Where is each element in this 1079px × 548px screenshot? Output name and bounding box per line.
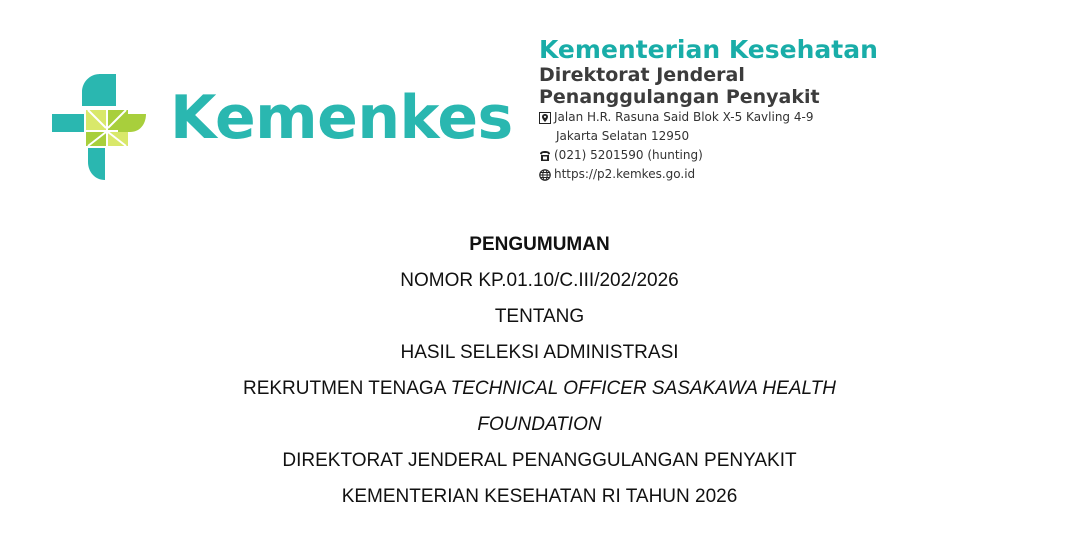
kemenkes-logo-icon bbox=[48, 70, 150, 184]
address-line-2: Jakarta Selatan 12950 bbox=[556, 129, 690, 143]
location-pin-icon bbox=[539, 112, 551, 124]
announcement-heading: PENGUMUMAN bbox=[469, 234, 610, 255]
phone-number: (021) 5201590 (hunting) bbox=[554, 148, 703, 162]
phone-line bbox=[539, 146, 878, 165]
recruitment-plain: REKRUTMEN TENAGA bbox=[242, 378, 451, 399]
recruitment-italic: TECHNICAL OFFICER SASAKAWA HEALTH bbox=[450, 378, 836, 399]
announcement-subject: HASIL SELEKSI ADMINISTRASI bbox=[400, 342, 679, 363]
announcement-recruitment bbox=[0, 371, 1079, 407]
announcement-number: NOMOR KP.01.10/C.III/202/2026 bbox=[400, 270, 679, 291]
website-link[interactable]: https://p2.kemkes.go.id bbox=[554, 167, 696, 181]
address-line-1: Jalan H.R. Rasuna Said Blok X-5 Kavling 4-9 bbox=[554, 110, 814, 124]
brand-wordmark: Kemenkes bbox=[170, 83, 513, 153]
announcement-about: TENTANG bbox=[494, 306, 585, 327]
announcement-issuer: DIREKTORAT JENDERAL PENANGGULANGAN PENYAKIT bbox=[282, 450, 797, 471]
phone-icon bbox=[539, 150, 551, 162]
globe-icon bbox=[539, 169, 551, 181]
announcement-ministry-year: KEMENTERIAN KESEHATAN RI TAHUN 2026 bbox=[341, 486, 738, 507]
address-line bbox=[539, 108, 878, 127]
website-line bbox=[539, 165, 878, 184]
directorate-line-2: Penanggulangan Penyakit bbox=[539, 86, 820, 108]
directorate-line-1: Direktorat Jenderal bbox=[539, 64, 745, 86]
announcement-foundation: FOUNDATION bbox=[477, 414, 602, 435]
institution-block bbox=[539, 36, 878, 184]
announcement-title bbox=[0, 227, 1079, 515]
ministry-name: Kementerian Kesehatan bbox=[539, 35, 878, 64]
